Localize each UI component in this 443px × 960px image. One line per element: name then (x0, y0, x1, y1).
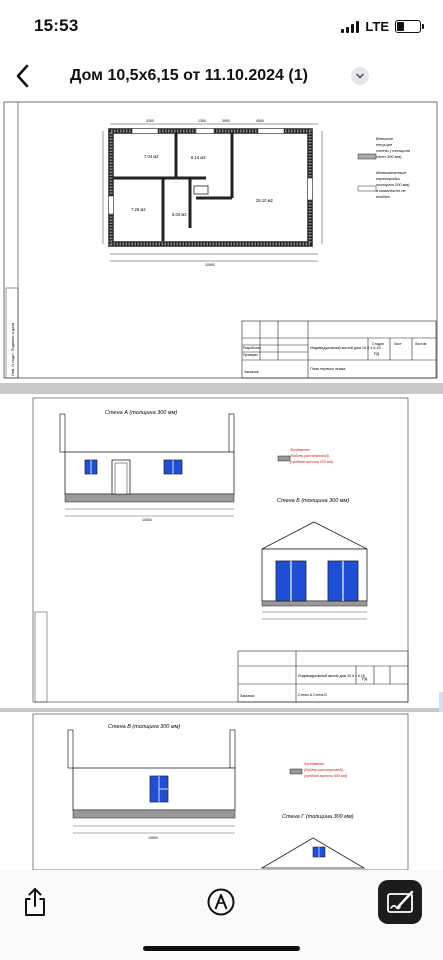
stamp-customer: Заказчик (240, 694, 255, 698)
title-menu-button[interactable] (351, 67, 369, 85)
status-bar (0, 0, 443, 54)
side-strip-label: Инв. N подл. Подпись и дата (10, 322, 15, 376)
document-page-3 (0, 712, 443, 870)
network-type: LTE (365, 19, 389, 34)
stamp-plan: План первого этажа (310, 367, 346, 371)
cellular-signal-icon (341, 21, 359, 33)
status-time: 15:53 (34, 16, 79, 35)
wall-a-title: Стена А (толщина 300 мм) (105, 410, 178, 416)
wall-a-dimension: 10500 (142, 518, 152, 522)
wall-b-title: Стена Б (толщина 300 мм) (277, 498, 350, 504)
dim-top-1: 4300 (146, 119, 154, 123)
chevron-left-icon (10, 62, 38, 90)
stamp-col-sheet: Лист (394, 342, 402, 346)
edit-signature-icon (378, 880, 422, 924)
document-page-1 (0, 98, 443, 383)
dim-top-3: 3950 (222, 119, 230, 123)
foundation-note: Фундамент (бойлер-рассверливой), (средняя высота 500 мм) (304, 762, 348, 778)
document-title[interactable]: Дом 10,5х6,15 от 11.10.2024 (1) (70, 67, 308, 84)
room-area-3: 25.10 м2 (256, 198, 273, 203)
stamp-checked: Проверил (243, 353, 259, 357)
document-page-2 (0, 394, 443, 708)
wall-v-dimension: 10500 (148, 836, 158, 840)
home-indicator[interactable] (143, 946, 300, 951)
wall-g-title: Стена Г (толщина 300 мм) (282, 814, 354, 820)
document-viewer[interactable] (0, 98, 443, 870)
navigation-bar (0, 54, 443, 98)
stamp-sheet: РД (362, 676, 368, 681)
foundation-note: Фундамент (бойлер-рассверливой), (средняя высота 500 мм) (290, 448, 334, 464)
walls-ab-drawing (0, 394, 443, 708)
dim-top-4: 4500 (256, 119, 264, 123)
stamp-title: Индивидуальный жилой дом 10,5 х 6,15 (310, 346, 381, 350)
stamp-col-stage: Стадия (372, 342, 384, 346)
room-area-5: 5.04 м2 (172, 212, 187, 217)
chevron-down-icon (355, 71, 365, 81)
dim-top-2: 1350 (198, 119, 206, 123)
stamp-developer: Разработал (243, 346, 261, 350)
stamp-customer: Заказчик (244, 370, 259, 374)
stamp-sheet: РД (374, 351, 380, 356)
room-area-4: 7.25 м2 (131, 207, 146, 212)
back-button[interactable] (10, 62, 38, 90)
markup-pen-icon (206, 887, 236, 917)
floor-plan-drawing (0, 98, 443, 383)
legend-external-walls: Внешние несущие стены ( толщина стен 300 мм) (376, 136, 410, 159)
edit-button[interactable] (378, 880, 422, 924)
wall-v-title: Стена В (толщина 300 мм) (108, 724, 181, 730)
share-button[interactable] (22, 886, 48, 918)
walls-vg-drawing (0, 712, 443, 870)
share-icon (22, 886, 48, 918)
markup-button[interactable] (206, 887, 236, 917)
legend-partitions: Межкомнатные перегородки толщина 200 мм) в комплекте не входят (376, 170, 410, 199)
overall-dimension: 10500 (205, 263, 215, 267)
stamp-title: Индивидуальный жилой дом 10,5 х 6,15 (298, 674, 365, 678)
room-area-1: 7.04 м2 (144, 154, 159, 159)
stamp-plan: Стены А,Стена Б (298, 693, 327, 697)
battery-icon (395, 20, 421, 33)
room-area-2: 6.14 м2 (191, 155, 206, 160)
status-indicators (341, 19, 421, 34)
stamp-col-sheets: Листов (415, 342, 427, 346)
